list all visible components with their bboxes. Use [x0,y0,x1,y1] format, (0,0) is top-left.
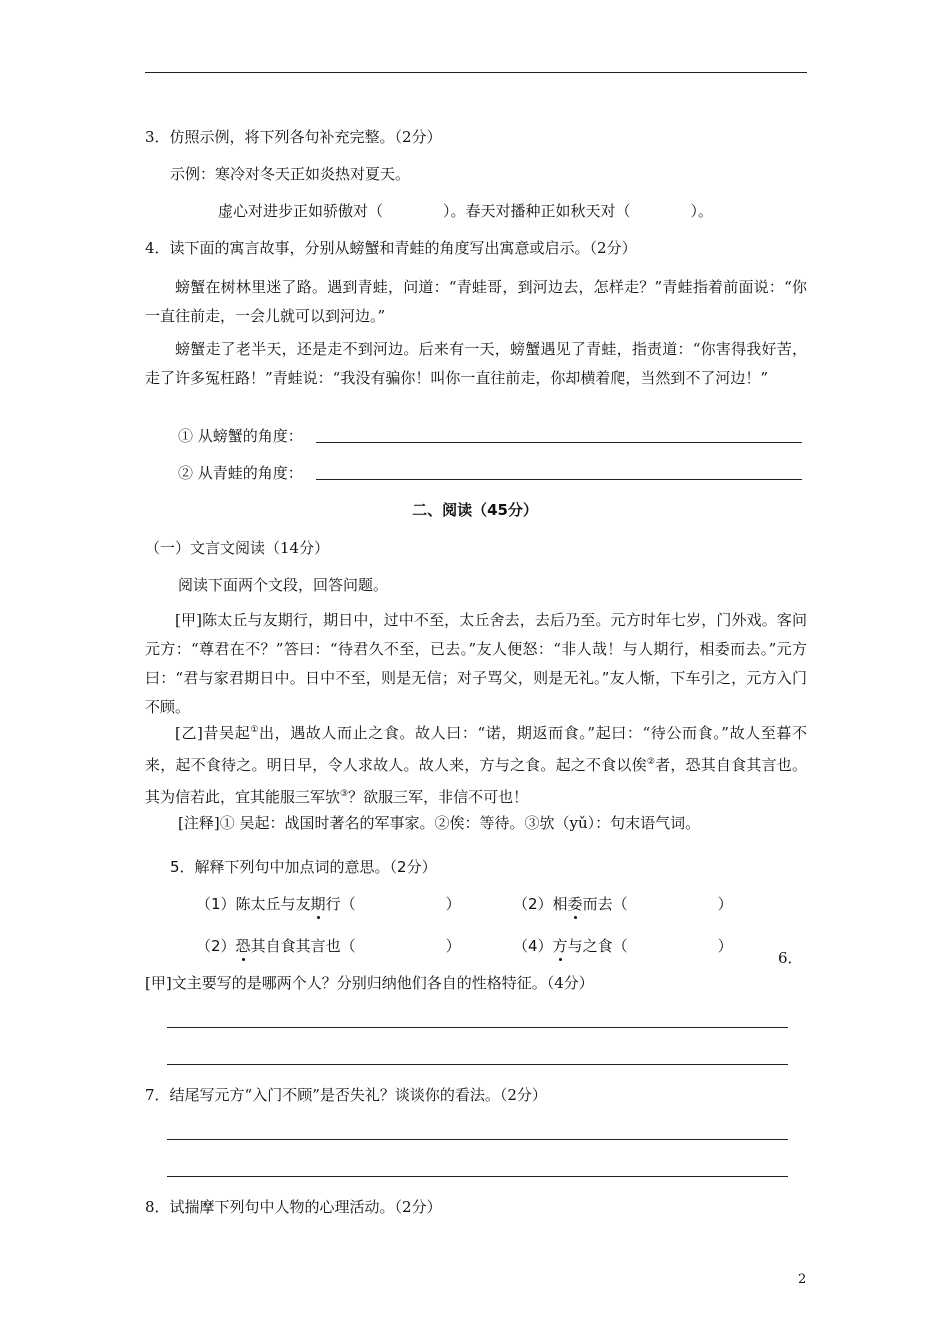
passage-notes: [注释]① 吴起：战国时著名的军事家。②俟：等待。③欤（yǔ）：句末语气词。 [178,814,701,832]
q4-title: 4．读下面的寓言故事，分别从螃蟹和青蛙的角度写出寓意或启示。（2分） [145,239,637,257]
q3-task: 虚心对进步正如骄傲对（ ）。春天对播种正如秋天对（ ）。 [218,202,714,220]
q7-answer-line-2[interactable] [167,1176,788,1177]
q6-number: 6． [778,949,803,967]
reading-instruction: 阅读下面两个文段，回答问题。 [178,576,389,594]
header-rule [145,72,807,73]
emphasis-dot-word: 期 [310,895,326,913]
footnote-ref-1: ① [250,725,259,735]
q5-title: 5．解释下列句中加点词的意思。（2分） [170,858,437,876]
emphasis-dot-word: 方 [552,937,568,955]
q7-title: 7．结尾写元方“入门不顾”是否失礼？谈谈你的看法。（2分） [145,1086,547,1104]
q7-answer-line-1[interactable] [167,1139,788,1140]
q4-answer-line-crab[interactable] [316,442,802,443]
q4-answer-label-frog: ② 从青蛙的角度： [178,464,303,482]
q4-story-paragraph-1: 螃蟹在树林里迷了路。遇到青蛙，问道：“青蛙哥，到河边去，怎样走？”青蛙指着前面说：“你一直往前走，一会儿就可以到河边。” [145,278,807,325]
q8-title: 8．试揣摩下列句中人物的心理活动。（2分） [145,1198,442,1216]
emphasis-dot-word: 委 [567,895,583,913]
q5-item-4: （4）方与之食（ ） [513,937,733,955]
q5-item-3: （2）恐其自食其言也（ ） [196,937,461,955]
footnote-ref-2: ② [646,757,656,767]
q5-item-1: （1）陈太丘与友期行（ ） [196,895,461,913]
section-heading-reading: 二、阅读（45分） [412,501,538,519]
passage-yi: [乙]昔吴起①出，遇故人而止之食。故人曰：“诺，期返而食。”起曰：“待公而食。”故人至暮不来，起不食待之。明日早，令人求故人。故人来，方与之食。起之不食以俟②者，恐其自食其言也。其为信若此，宜其能服三军欤③？欲服三军，非信不可也！ [145,724,807,806]
q6-title: [甲]文主要写的是哪两个人？分别归纳他们各自的性格特征。（4分） [145,974,594,992]
q6-answer-line-2[interactable] [167,1064,788,1065]
q4-answer-label-crab: ① 从螃蟹的角度： [178,427,303,445]
q4-story-paragraph-2: 螃蟹走了老半天，还是走不到河边。后来有一天，螃蟹遇见了青蛙，指责道：“你害得我好苦，走了许多冤枉路！”青蛙说：“我没有骗你！叫你一直往前走，你却横着爬，当然到不了河边！” [145,340,807,387]
page-number: 2 [798,1272,807,1287]
emphasis-dot-word: 恐 [235,937,251,955]
q6-answer-line-1[interactable] [167,1027,788,1028]
passage-jia: [甲]陈太丘与友期行，期日中，过中不至，太丘舍去，去后乃至。元方时年七岁，门外戏。客问元方：“尊君在不？”答曰：“待君久不至，已去。”友人便怒：“非人哉！与人期行，相委而去。”元方曰：“君与家君期日中。日中不至，则是无信；对子骂父，则是无礼。”友人惭，下车引之，元方入门不顾。 [145,611,807,716]
q3-example: 示例：寒冷对冬天正如炎热对夏天。 [170,165,411,183]
subsection-classical-chinese: （一）文言文阅读（14分） [145,539,330,557]
footnote-ref-3: ③ [340,789,349,799]
q3-title: 3．仿照示例，将下列各句补充完整。（2分） [145,128,442,146]
q5-item-2: （2）相委而去（ ） [513,895,733,913]
q4-answer-line-frog[interactable] [316,479,802,480]
